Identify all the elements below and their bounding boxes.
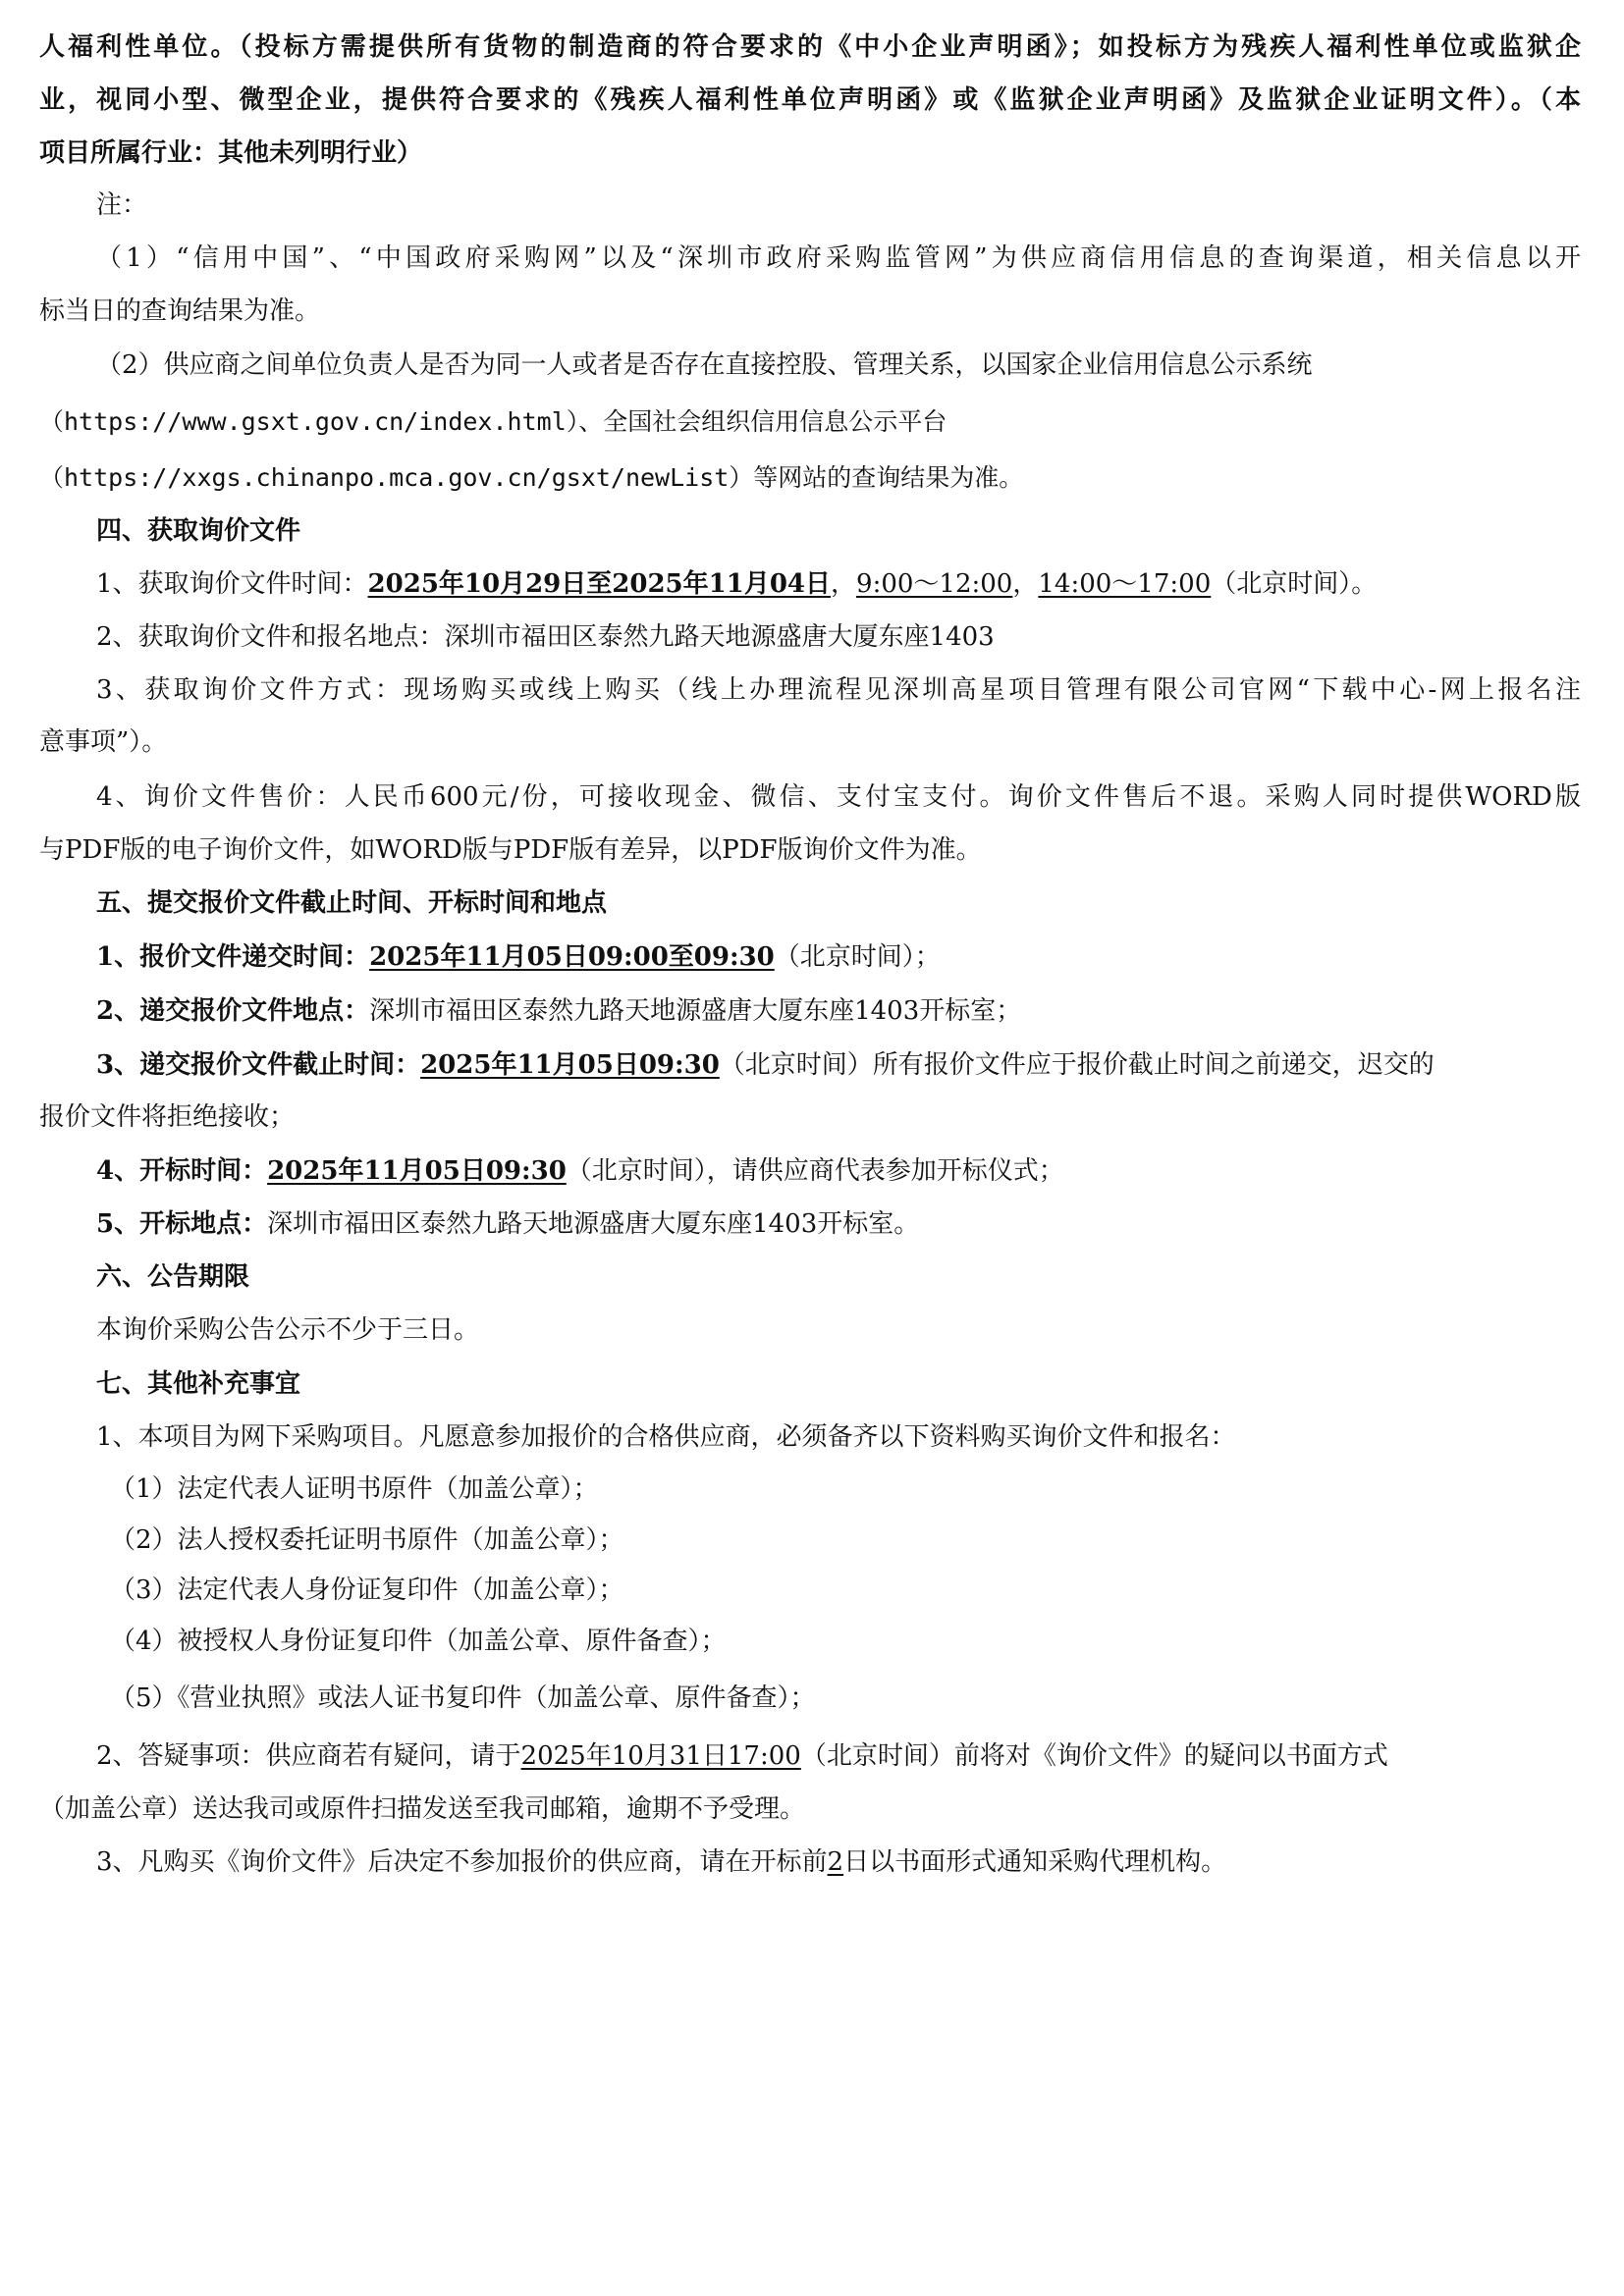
sec5-item-3-note: （北京时间）所有报价文件应于报价截止时间之前递交，迟交的 [719, 1050, 1435, 1080]
sec5-item-4 [96, 1151, 1064, 1191]
sec4-item-1-time-am: 9:00～12:00 [856, 569, 1013, 599]
sec4-item-3-line-2: 意事项”）。 [39, 727, 168, 757]
note-2-line-3: （https://xxgs.chinanpo.mca.gov.cn/gsxt/newList）等网站的查询结果为准。 [39, 463, 1024, 492]
sec5-item-5-value: 深圳市福田区泰然九路天地源盛唐大厦东座1403开标室。 [267, 1209, 920, 1239]
sec4-item-1-time-pm: 14:00～17:00 [1038, 569, 1212, 599]
sec5-item-1-value: 2025年11月05日09:00至09:30 [369, 942, 775, 972]
sec5-item-3-line-1 [96, 1045, 1435, 1085]
sec7-sub-item-3: （3）法定代表人身份证复印件（加盖公章）； [110, 1575, 624, 1605]
sec5-item-3-label: 3、递交报价文件截止时间： [96, 1050, 421, 1080]
sec7-item-2-line-2: （加盖公章）送达我司或原件扫描发送至我司邮箱，逾期不予受理。 [39, 1794, 806, 1824]
intro-line-1: 人福利性单位。（投标方需提供所有货物的制造商的符合要求的《中小企业声明函》；如投标方为残疾人福利性单位或监狱企 [39, 32, 1581, 62]
sec7-item-1: 1、本项目为网下采购项目。凡愿意参加报价的合格供应商，必须备齐以下资料购买询价文件和报名： [96, 1422, 1236, 1452]
sec4-item-3-line-1: 3、获取询价文件方式：现场购买或线上购买（线上办理流程见深圳高星项目管理有限公司官网“下载中心-网上报名注 [96, 675, 1581, 705]
intro-line-2: 业，视同小型、微型企业，提供符合要求的《残疾人福利性单位声明函》或《监狱企业声明函》及监狱企业证明文件）。（本 [39, 85, 1581, 115]
sec5-item-4-value: 2025年11月05日09:30 [267, 1156, 567, 1186]
sec7-item-2-label: 2、答疑事项：供应商若有疑问，请于 [96, 1741, 521, 1771]
sec7-item-3-days: 2 [827, 1847, 844, 1877]
sec4-item-1-label: 1、获取询价文件时间： [96, 569, 368, 599]
section-6-heading: 六、公告期限 [96, 1262, 250, 1292]
sec4-item-2: 2、获取询价文件和报名地点：深圳市福田区泰然九路天地源盛唐大厦东座1403 [96, 622, 995, 652]
sec4-item-1-date: 2025年10月29日至2025年11月04日 [367, 569, 832, 599]
sec7-item-2-note: （北京时间）前将对《询价文件》的疑问以书面方式 [800, 1741, 1388, 1771]
sec6-body: 本询价采购公告公示不少于三日。 [96, 1315, 480, 1345]
sec5-item-1-note: （北京时间）； [774, 942, 941, 972]
sec5-item-5-label: 5、开标地点： [96, 1209, 268, 1239]
note-1-line-2: 标当日的查询结果为准。 [39, 296, 321, 326]
sec5-item-2-value: 深圳市福田区泰然九路天地源盛唐大厦东座1403开标室； [369, 996, 1022, 1026]
sec5-item-3-line-2: 报价文件将拒绝接收； [39, 1102, 296, 1132]
sec5-item-4-label: 4、开标时间： [96, 1156, 268, 1186]
notes-label: 注： [96, 190, 148, 220]
sec7-sub-item-1: （1）法定代表人证明书原件（加盖公章）； [110, 1474, 599, 1504]
sec7-item-2-date: 2025年10月31日17:00 [520, 1741, 801, 1771]
sec5-item-3-value: 2025年11月05日09:30 [420, 1050, 720, 1080]
section-4-heading: 四、获取询价文件 [96, 516, 301, 546]
sec7-sub-item-2: （2）法人授权委托证明书原件（加盖公章）； [110, 1525, 624, 1555]
sec5-item-5 [96, 1204, 919, 1244]
note-2-line-2: （https://www.gsxt.gov.cn/index.html）、全国社会组织信用信息公示平台 [39, 407, 947, 436]
sec5-item-2-label: 2、递交报价文件地点： [96, 996, 370, 1026]
sec7-sub-item-4: （4）被授权人身份证复印件（加盖公章、原件备查）； [110, 1627, 727, 1656]
sec5-item-4-note: （北京时间），请供应商代表参加开标仪式； [566, 1156, 1064, 1186]
sec7-item-2-line-1 [96, 1736, 1388, 1776]
section-7-heading: 七、其他补充事宜 [96, 1369, 301, 1399]
sec7-sub-item-5: （5）《营业执照》或法人证书复印件（加盖公章、原件备查）； [110, 1683, 816, 1713]
sec7-item-3-post: 日以书面形式通知采购代理机构。 [843, 1847, 1227, 1877]
sec4-item-4-line-1: 4、询价文件售价：人民币600元/份，可接收现金、微信、支付宝支付。询价文件售后不退。采购人同时提供WORD版 [96, 782, 1581, 812]
sec7-item-3-pre: 3、凡购买《询价文件》后决定不参加报价的供应商，请在开标前 [96, 1847, 828, 1877]
sec4-item-1-comma: ， [1012, 569, 1039, 599]
sec7-item-3 [96, 1842, 1226, 1882]
note-2-line-1: （2）供应商之间单位负责人是否为同一人或者是否存在直接控股、管理关系，以国家企业信用信息公示系统 [96, 350, 1313, 380]
note-1-line-1: （1）“信用中国”、“中国政府采购网”以及“深圳市政府采购监管网”为供应商信用信息的查询渠道，相关信息以开 [96, 243, 1581, 273]
sec4-item-1-sep: ， [831, 569, 857, 599]
sec4-item-1 [96, 564, 1377, 604]
sec5-item-1-label: 1、报价文件递交时间： [96, 942, 370, 972]
sec4-item-4-line-2: 与PDF版的电子询价文件，如WORD版与PDF版有差异，以PDF版询价文件为准。 [39, 835, 982, 865]
sec4-item-1-note: （北京时间）。 [1211, 569, 1378, 599]
section-5-heading: 五、提交报价文件截止时间、开标时间和地点 [96, 888, 608, 918]
sec5-item-2 [96, 991, 1021, 1031]
intro-line-3: 项目所属行业：其他未列明行业） [39, 138, 423, 168]
sec5-item-1 [96, 937, 941, 977]
